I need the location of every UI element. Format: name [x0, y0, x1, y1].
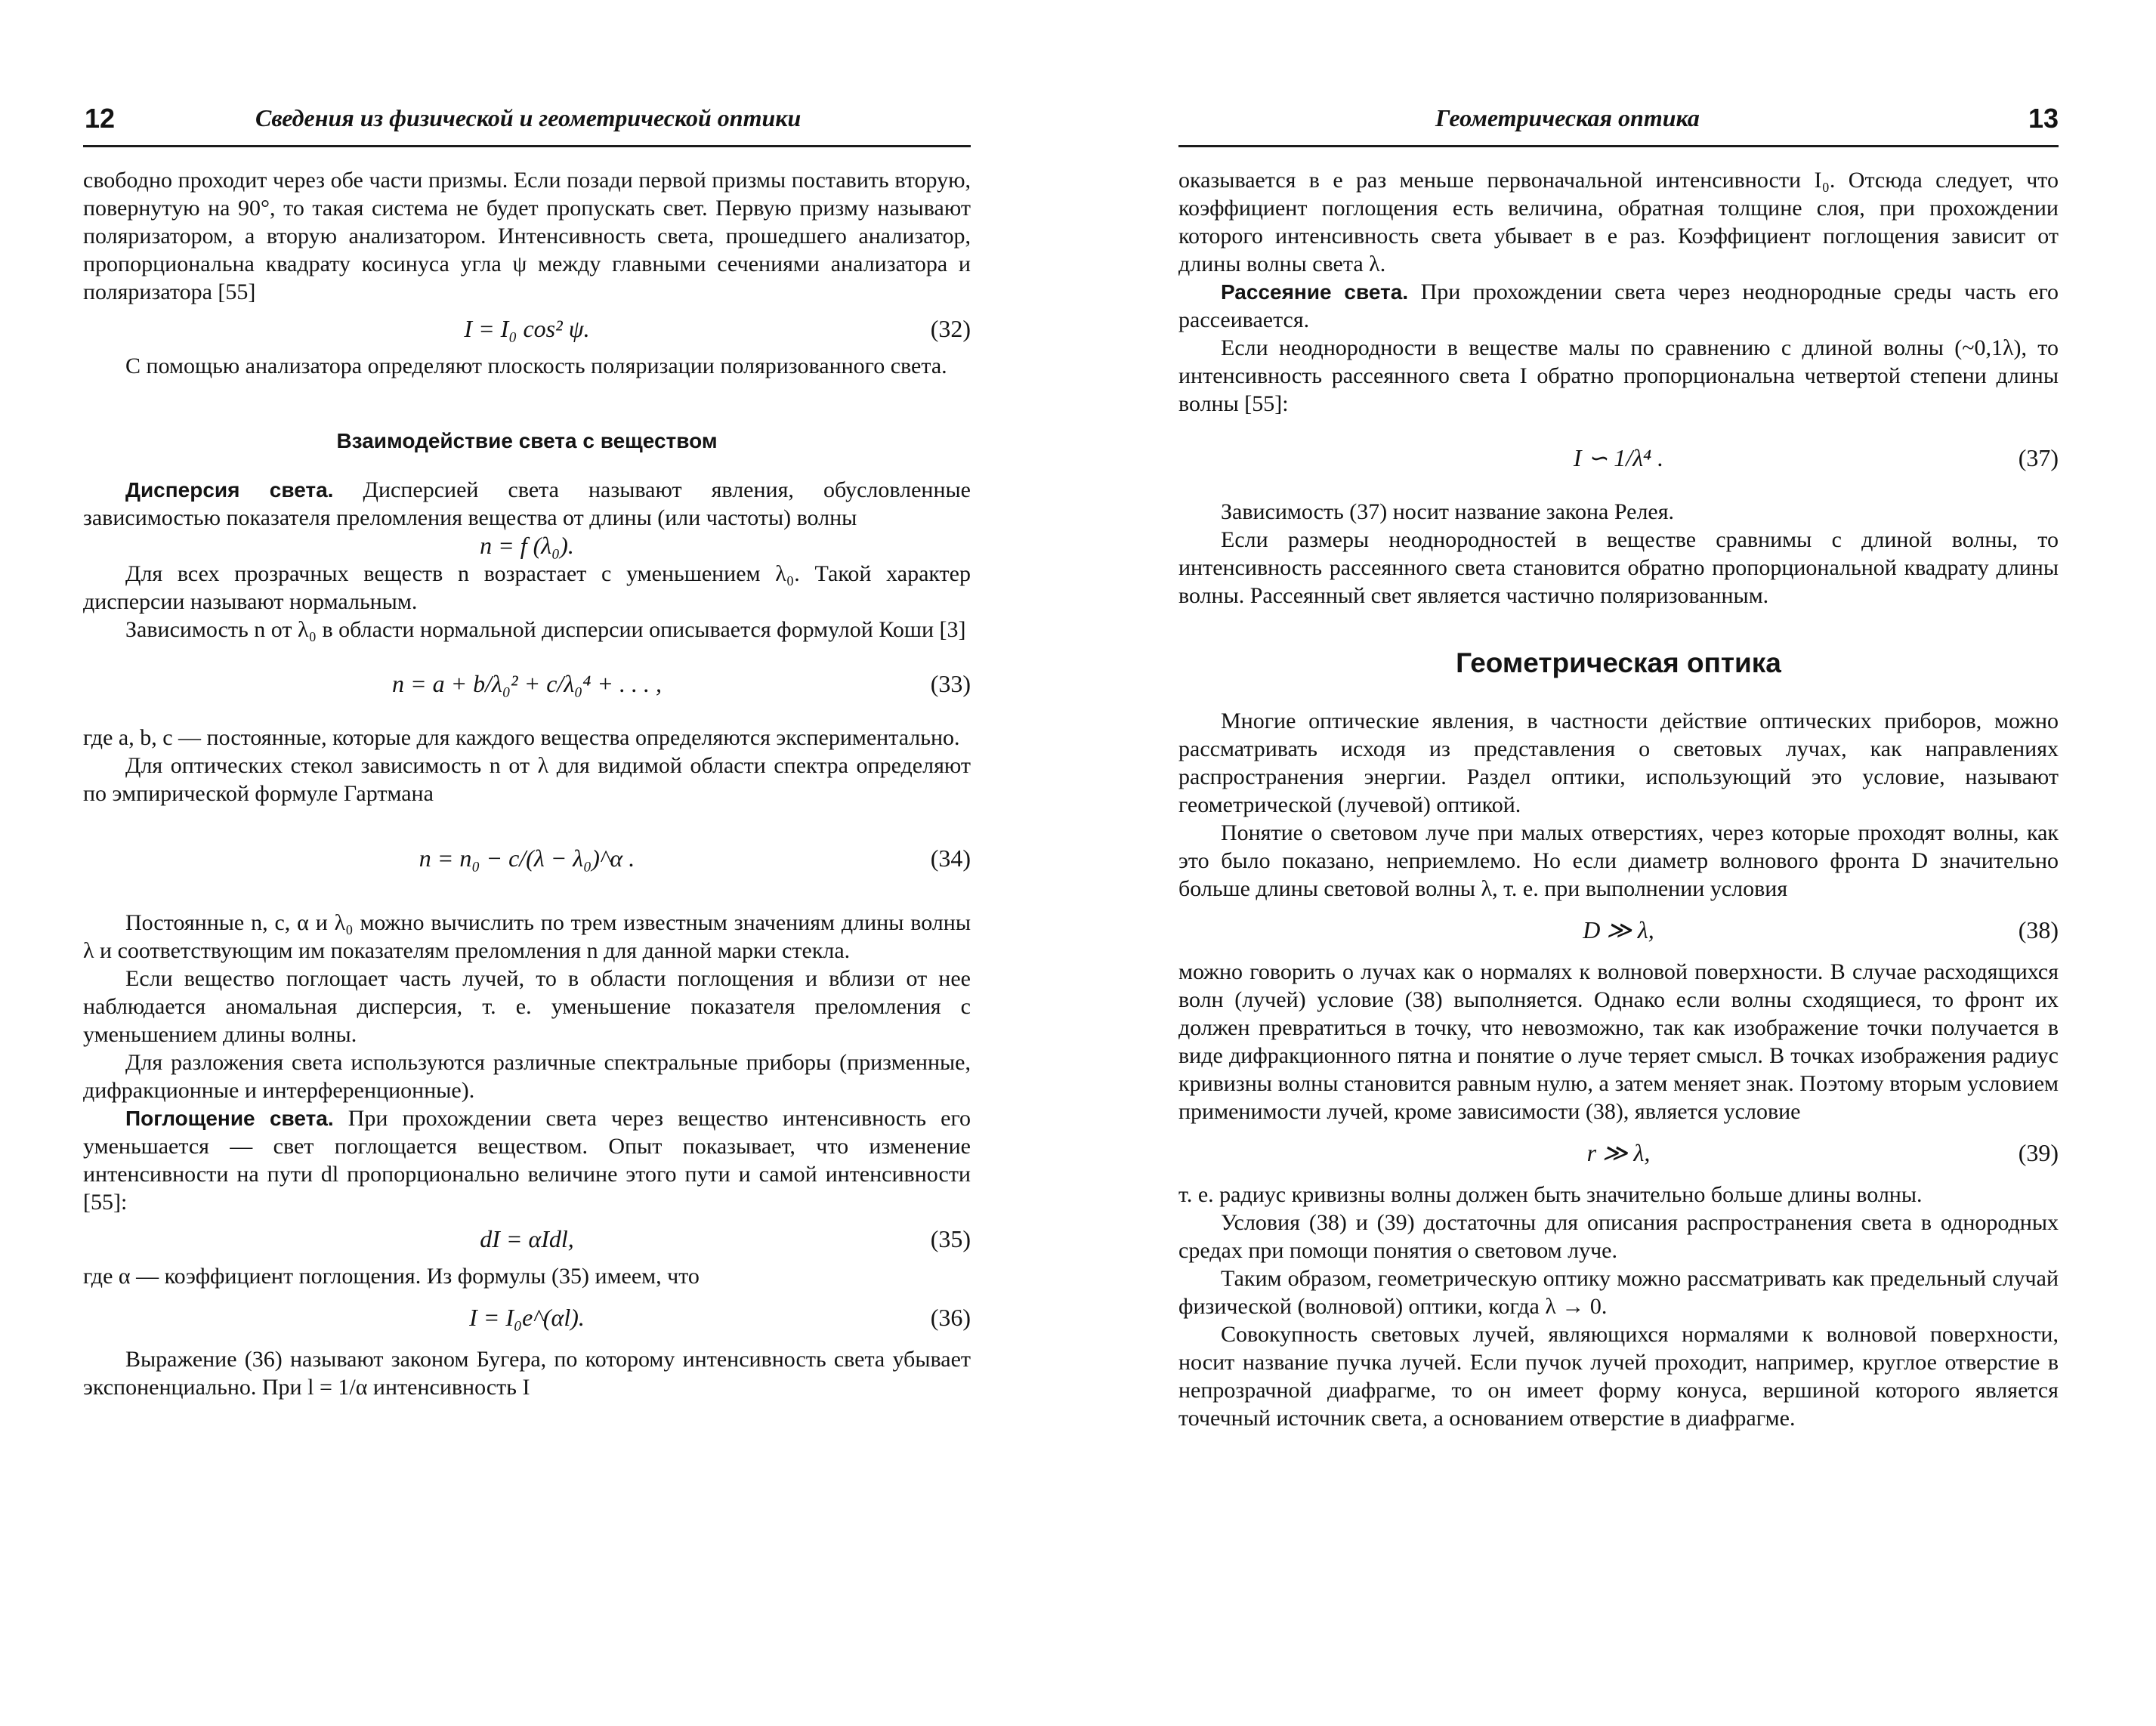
paragraph: Совокупность световых лучей, являющихся нормалями к волновой поверхности, носит название пучка лучей. Если пучок лучей проходит, например, круглое отверстие в непрозрачной диафрагме, то он имеет форму конуса, вершиной которого является точечный источник света, а основанием отверстие в диафрагме. — [1178, 1322, 2059, 1431]
left-page — [83, 0, 971, 1726]
equation-text: I ∽ 1/λ⁴ . — [1573, 444, 1664, 471]
left-page-body — [83, 166, 971, 1401]
equation-35 — [83, 1225, 971, 1253]
equation-number: (39) — [2018, 1139, 2059, 1166]
equation-39 — [1178, 1139, 2059, 1167]
equation-text: n = a + b/λ₀² + c/λ₀⁴ + . . . , — [391, 670, 663, 697]
paragraph — [1178, 278, 2059, 334]
page-number: 13 — [2028, 103, 2059, 134]
equation-36 — [83, 1304, 971, 1332]
equation-number: (36) — [930, 1304, 971, 1331]
equation-number: (33) — [930, 670, 971, 697]
equation-text: n = n₀ − c/(λ − λ₀)^α . — [419, 844, 635, 872]
paragraph: Для оптических стекол зависимость n от λ для видимой области спектра определяют по эмпирической формуле Гартмана — [83, 753, 971, 806]
paragraph: оказывается в e раз меньше первоначальной интенсивности I₀. Отсюда следует, что коэффициент поглощения есть величина, обратная толщине слоя, при прохождении которого интенсивность света убывает в e раз. Коэффициент поглощения зависит от длины волны света λ. — [1178, 168, 2059, 276]
equation-34 — [83, 827, 971, 889]
paragraph: где a, b, c — постоянные, которые для каждого вещества определяются экспериментально. — [83, 725, 960, 750]
equation-dispersion — [83, 532, 971, 560]
equation-38 — [1178, 916, 2059, 944]
paragraph: Зависимость n от λ₀ в области нормальной дисперсии описывается формулой Коши [3] — [125, 617, 966, 642]
equation-number: (32) — [930, 315, 971, 342]
paragraph-text: При прохождении света через неоднородные среды часть его рассеивается. — [1178, 279, 2059, 332]
paragraph-lead: Рассеяние света. — [1221, 280, 1409, 304]
paragraph-lead: Поглощение света. — [125, 1107, 334, 1130]
left-page-header — [83, 103, 971, 147]
paragraph: Для разложения света используются различные спектральные приборы (призменные, дифракционные и интерференционные). — [83, 1050, 971, 1103]
paragraph: Условия (38) и (39) достаточны для описания распространения света в однородных средах при помощи понятия о световом луче. — [1178, 1210, 2059, 1263]
paragraph: можно говорить о лучах как о нормалях к волновой поверхности. В случае расходящихся волн (лучей) условие (38) выполняется. Однако если волны сходящиеся, то фронт их должен превратиться в точку, что невозможно, так как изображение точки получается в виде дифракционного пятна и понятие о луче теряет смысл. В точках изображения радиус кривизны волны становится равным нулю, а затем меняет знак. Поэтому вторым условием применимости лучей, кроме зависимости (38), является условие — [1178, 959, 2059, 1124]
equation-text: dI = αIdl, — [480, 1225, 574, 1252]
paragraph: С помощью анализатора определяют плоскость поляризации поляризованного света. — [125, 354, 947, 378]
paragraph — [83, 1104, 971, 1216]
equation-text: r ≫ λ, — [1586, 1139, 1651, 1166]
equation-text: I = I₀e^(αl). — [469, 1304, 585, 1331]
equation-37 — [1178, 427, 2059, 489]
paragraph: Зависимость (37) носит название закона Релея. — [1221, 499, 1675, 524]
right-page-header — [1178, 103, 2059, 147]
paragraph: Если вещество поглощает часть лучей, то в области поглощения и вблизи от нее наблюдается аномальная дисперсия, т. е. уменьшение показателя преломления с уменьшением длины волны. — [83, 966, 971, 1047]
paragraph-text: При прохождении света через вещество интенсивность его уменьшается — свет поглощается веществом. Опыт показывает, что изменение интенсивности на пути dl пропорционально величине этого пути и самой интенсивности [55]: — [83, 1106, 971, 1215]
equation-33 — [83, 653, 971, 715]
equation-text: I = I₀ cos² ψ. — [464, 315, 590, 342]
equation-number: (34) — [930, 844, 971, 872]
equation-number: (37) — [2018, 444, 2059, 471]
equation-number: (35) — [930, 1225, 971, 1252]
section-title: Геометрическая оптика — [1456, 647, 1781, 678]
paragraph: Многие оптические явления, в частности действие оптических приборов, можно рассматривать исходя из представления о световых лучах, как направлениях распространения энергии. Раздел оптики, использующий это условие, называют геометрической (лучевой) оптикой. — [1178, 709, 2059, 817]
paragraph-lead: Дисперсия света. — [125, 478, 334, 502]
paragraph — [83, 476, 971, 532]
page-number: 12 — [85, 103, 116, 134]
paragraph: Если размеры неоднородностей в веществе сравнимы с длиной волны, то интенсивность рассеянного света становится обратно пропорциональной квадрату длины волны. Рассеянный свет является частично поляризованным. — [1178, 527, 2059, 608]
paragraph: Таким образом, геометрическую оптику можно рассматривать как предельный случай физической (волновой) оптики, когда λ → 0. — [1178, 1266, 2059, 1319]
paragraph: Постоянные n, c, α и λ₀ можно вычислить по трем известным значениям длины волны λ и соответствующим им показателям преломления n для данной марки стекла. — [83, 910, 971, 963]
right-page — [1178, 0, 2059, 1726]
paragraph: т. е. радиус кривизны волны должен быть значительно больше длины волны. — [1178, 1182, 1923, 1207]
equation-text: D ≫ λ, — [1583, 916, 1654, 943]
paragraph-text: Дисперсией света называют явления, обусловленные зависимостью показателя преломления вещества от длины (или частоты) волны — [83, 477, 971, 530]
equation-32 — [83, 315, 971, 343]
paragraph: Понятие о световом луче при малых отверстиях, через которые проходят волны, как это было показано, неприемлемо. Но если диаметр волнового фронта D значительно больше длины световой волны λ, т. е. при выполнении условия — [1178, 820, 2059, 901]
running-head: Сведения из физической и геометрической оптики — [255, 104, 802, 131]
paragraph: свободно проходит через обе части призмы. Если позади первой призмы поставить вторую, повернутую на 90°, то такая система не будет пропускать свет. Первую призму называют поляризатором, а вторую анализатором. Интенсивность света, прошедшего анализатор, пропорциональна квадрату косинуса угла ψ между главными сечениями анализатора и поляризатора [55] — [83, 168, 971, 304]
section-title: Взаимодействие света с веществом — [336, 429, 718, 452]
paragraph: Если неоднородности в веществе малы по сравнению с длиной волны (~0,1λ), то интенсивность рассеянного света I обратно пропорциональна четвертой степени длины волны [55]: — [1178, 335, 2059, 416]
paragraph: Выражение (36) называют законом Бугера, по которому интенсивность света убывает экспоненциально. При l = 1/α интенсивность I — [83, 1347, 971, 1400]
running-head: Геометрическая оптика — [1435, 104, 1700, 131]
equation-number: (38) — [2018, 916, 2059, 943]
equation-text: n = f (λ₀). — [480, 532, 574, 559]
right-page-body — [1178, 166, 2059, 1432]
paragraph: Для всех прозрачных веществ n возрастает с уменьшением λ₀. Такой характер дисперсии называют нормальным. — [83, 561, 971, 614]
paragraph: где α — коэффициент поглощения. Из формулы (35) имеем, что — [83, 1264, 700, 1289]
